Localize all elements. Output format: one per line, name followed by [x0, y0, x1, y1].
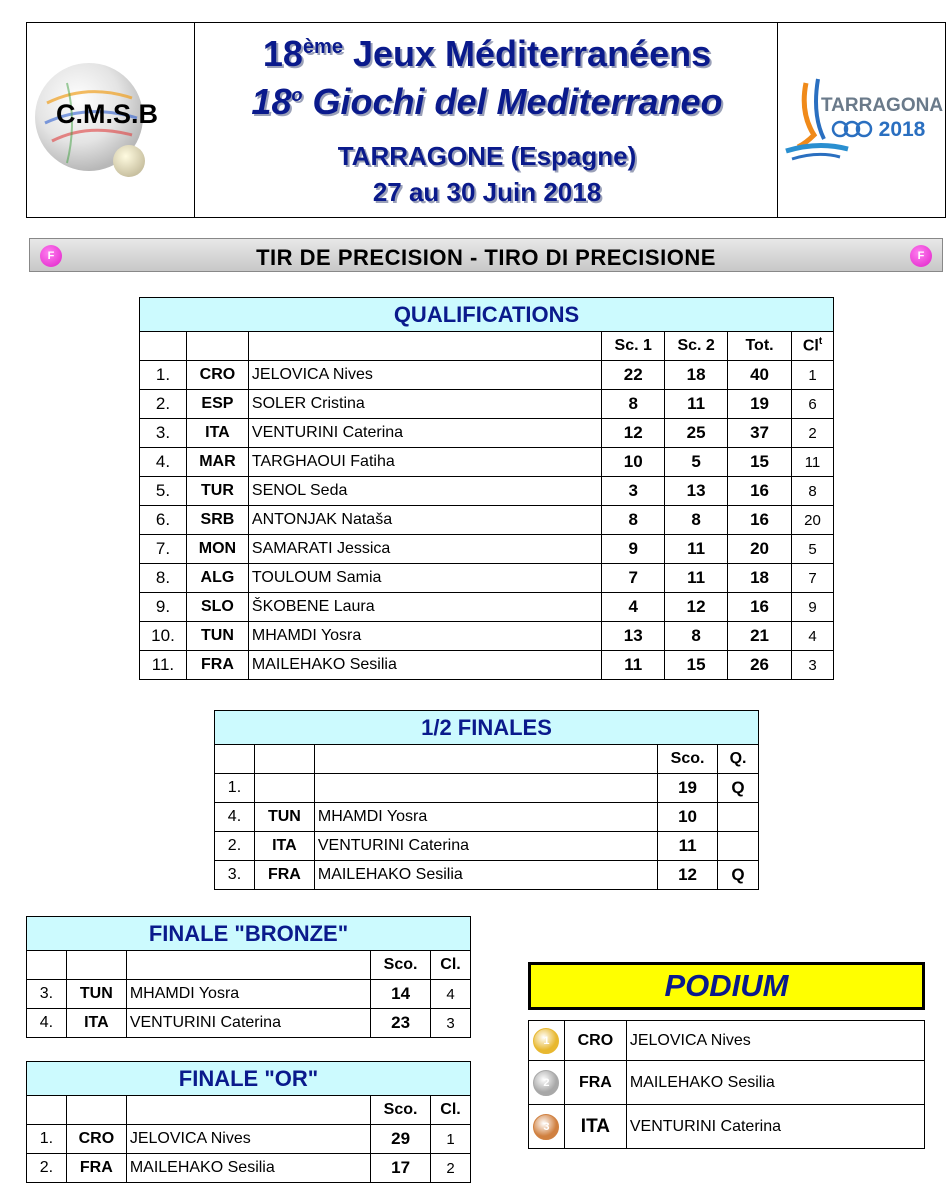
nation-cell: TUN: [66, 980, 126, 1009]
score1-cell: 8: [602, 506, 665, 535]
score1-cell: 7: [602, 564, 665, 593]
tarragona-logo: [777, 23, 945, 217]
rank-cell: 5.: [140, 477, 187, 506]
classification-cell: 7: [792, 564, 834, 593]
bronze-final-table: [26, 916, 471, 1038]
score2-cell: 5: [665, 448, 728, 477]
athlete-name-cell: VENTURINI Caterina: [248, 419, 601, 448]
table-row: [27, 1009, 471, 1038]
table-row: [215, 803, 759, 832]
nation-cell: ITA: [186, 419, 248, 448]
athlete-name-cell: MHAMDI Yosra: [248, 622, 601, 651]
table-row: [140, 390, 834, 419]
table-row: [140, 564, 834, 593]
table-row: [140, 361, 834, 390]
medal-icon: 1: [533, 1028, 559, 1054]
col-header-score: Sco.: [371, 1096, 431, 1125]
athlete-name-cell: SENOL Seda: [248, 477, 601, 506]
athlete-name-cell: TARGHAOUI Fatiha: [248, 448, 601, 477]
score-cell: 19: [658, 774, 718, 803]
nation-cell: MAR: [186, 448, 248, 477]
rank-cell: 2.: [27, 1154, 67, 1183]
nation-cell: ITA: [564, 1105, 626, 1149]
athlete-name-cell: SAMARATI Jessica: [248, 535, 601, 564]
female-badge-icon: F: [40, 245, 62, 267]
table-row: [140, 477, 834, 506]
tarragona-text: TARRAGONA: [820, 95, 944, 116]
table-row: [215, 774, 759, 803]
athlete-name-cell: MAILEHAKO Sesilia: [626, 1061, 924, 1105]
nation-cell: SRB: [186, 506, 248, 535]
rank-cell: 3.: [140, 419, 187, 448]
globe-logo-icon: [27, 23, 193, 217]
rank-cell: 4.: [140, 448, 187, 477]
medal-cell: [529, 1061, 565, 1105]
athlete-name-cell: MHAMDI Yosra: [126, 980, 370, 1009]
score-cell: 12: [658, 861, 718, 890]
event-title: TIR DE PRECISION - TIRO DI PRECISIONE: [256, 245, 716, 270]
nation-cell: FRA: [564, 1061, 626, 1105]
total-cell: 37: [728, 419, 792, 448]
score2-cell: 12: [665, 593, 728, 622]
score-cell: 17: [371, 1154, 431, 1183]
medal-icon: 3: [533, 1114, 559, 1140]
gold-final-title: FINALE "OR": [27, 1062, 471, 1096]
score2-cell: 13: [665, 477, 728, 506]
total-cell: 19: [728, 390, 792, 419]
athlete-name-cell: VENTURINI Caterina: [626, 1105, 924, 1149]
location: TARRAGONE (Espagne): [337, 141, 637, 171]
gold-final-table: [26, 1061, 471, 1183]
semifinals-table: [214, 710, 759, 890]
col-header-cl: Cl$^t$: [792, 332, 834, 361]
total-cell: 40: [728, 361, 792, 390]
rank-cell: 10.: [140, 622, 187, 651]
qualifications-title: QUALIFICATIONS: [140, 298, 834, 332]
athlete-name-cell: MAILEHAKO Sesilia: [126, 1154, 370, 1183]
nation-cell: FRA: [254, 861, 314, 890]
total-cell: 18: [728, 564, 792, 593]
table-row: [140, 593, 834, 622]
nation-cell: CRO: [66, 1125, 126, 1154]
classification-cell: 4: [431, 980, 471, 1009]
athlete-name-cell: VENTURINI Caterina: [126, 1009, 370, 1038]
col-header-score: Sco.: [658, 745, 718, 774]
score2-cell: 11: [665, 390, 728, 419]
athlete-name-cell: [314, 774, 657, 803]
total-cell: 15: [728, 448, 792, 477]
athlete-name-cell: MHAMDI Yosra: [314, 803, 657, 832]
athlete-name-cell: JELOVICA Nives: [626, 1021, 924, 1061]
score2-cell: 11: [665, 564, 728, 593]
rank-cell: 4.: [27, 1009, 67, 1038]
score-cell: 11: [658, 832, 718, 861]
rank-cell: 1.: [27, 1125, 67, 1154]
classification-cell: 1: [792, 361, 834, 390]
dates: 27 au 30 Juin 2018: [372, 177, 602, 207]
score1-cell: 4: [602, 593, 665, 622]
nation-cell: ITA: [66, 1009, 126, 1038]
athlete-name-cell: VENTURINI Caterina: [314, 832, 657, 861]
score-cell: 29: [371, 1125, 431, 1154]
classification-cell: 2: [792, 419, 834, 448]
podium-row: [529, 1061, 925, 1105]
classification-cell: 9: [792, 593, 834, 622]
col-header-qualified: Q.: [718, 745, 759, 774]
score-cell: 10: [658, 803, 718, 832]
table-row: [140, 535, 834, 564]
table-row: [140, 448, 834, 477]
table-row: [215, 832, 759, 861]
table-row: [27, 1125, 471, 1154]
qualifications-table: [139, 297, 834, 680]
athlete-name-cell: MAILEHAKO Sesilia: [248, 651, 601, 680]
table-row: [140, 651, 834, 680]
table-row: [27, 980, 471, 1009]
total-cell: 26: [728, 651, 792, 680]
rank-cell: 2.: [140, 390, 187, 419]
col-header-sc2: Sc. 2: [665, 332, 728, 361]
classification-cell: 3: [792, 651, 834, 680]
classification-cell: 3: [431, 1009, 471, 1038]
total-cell: 16: [728, 477, 792, 506]
table-row: [140, 506, 834, 535]
nation-cell: FRA: [66, 1154, 126, 1183]
qualified-cell: Q: [718, 861, 759, 890]
col-header-sc1: Sc. 1: [602, 332, 665, 361]
semifinals-title: 1/2 FINALES: [215, 711, 759, 745]
score1-cell: 12: [602, 419, 665, 448]
score2-cell: 8: [665, 622, 728, 651]
athlete-name-cell: JELOVICA Nives: [126, 1125, 370, 1154]
event-bar: [29, 238, 943, 272]
rank-cell: 7.: [140, 535, 187, 564]
podium: [528, 962, 925, 1139]
col-header-score: Sco.: [371, 951, 431, 980]
rank-cell: 4.: [215, 803, 255, 832]
qualified-cell: [718, 832, 759, 861]
medal-cell: [529, 1021, 565, 1061]
nation-cell: CRO: [564, 1021, 626, 1061]
nation-cell: TUN: [254, 803, 314, 832]
nation-cell: TUR: [186, 477, 248, 506]
classification-cell: 1: [431, 1125, 471, 1154]
nation-cell: ESP: [186, 390, 248, 419]
cmsb-logo-text: C.M.S.B: [55, 99, 159, 129]
rank-cell: 11.: [140, 651, 187, 680]
score1-cell: 9: [602, 535, 665, 564]
score1-cell: 11: [602, 651, 665, 680]
score1-cell: 8: [602, 390, 665, 419]
score2-cell: 18: [665, 361, 728, 390]
classification-cell: 4: [792, 622, 834, 651]
rank-cell: 2.: [215, 832, 255, 861]
athlete-name-cell: JELOVICA Nives: [248, 361, 601, 390]
athlete-name-cell: SOLER Cristina: [248, 390, 601, 419]
nation-cell: SLO: [186, 593, 248, 622]
athlete-name-cell: TOULOUM Samia: [248, 564, 601, 593]
classification-cell: 2: [431, 1154, 471, 1183]
classification-cell: 8: [792, 477, 834, 506]
rank-cell: 1.: [140, 361, 187, 390]
tarragona-2018-logo-icon: [778, 23, 944, 217]
rank-cell: 9.: [140, 593, 187, 622]
rank-cell: 6.: [140, 506, 187, 535]
score1-cell: 3: [602, 477, 665, 506]
header-box: [26, 22, 946, 218]
nation-cell: TUN: [186, 622, 248, 651]
qualified-cell: Q: [718, 774, 759, 803]
podium-row: [529, 1105, 925, 1149]
nation-cell: CRO: [186, 361, 248, 390]
classification-cell: 11: [792, 448, 834, 477]
cmsb-logo: [27, 23, 195, 217]
podium-row: [529, 1021, 925, 1061]
nation-cell: ALG: [186, 564, 248, 593]
qualified-cell: [718, 803, 759, 832]
table-row: [140, 419, 834, 448]
table-row: [27, 1154, 471, 1183]
nation-cell: ITA: [254, 832, 314, 861]
bronze-final-title: FINALE "BRONZE": [27, 917, 471, 951]
year-2018-text: 2018: [878, 118, 926, 141]
total-cell: 21: [728, 622, 792, 651]
title-french: 18ème Jeux Méditerranéens: [262, 33, 712, 74]
classification-cell: 20: [792, 506, 834, 535]
score1-cell: 13: [602, 622, 665, 651]
classification-cell: 6: [792, 390, 834, 419]
title-italian: 18$^o$ Giochi del Mediterraneo: [251, 81, 723, 122]
classification-cell: 5: [792, 535, 834, 564]
podium-table: [528, 1020, 925, 1149]
score2-cell: 25: [665, 419, 728, 448]
score-cell: 23: [371, 1009, 431, 1038]
score2-cell: 15: [665, 651, 728, 680]
rank-cell: 8.: [140, 564, 187, 593]
score1-cell: 10: [602, 448, 665, 477]
score-cell: 14: [371, 980, 431, 1009]
rank-cell: 3.: [27, 980, 67, 1009]
score2-cell: 11: [665, 535, 728, 564]
athlete-name-cell: ŠKOBENE Laura: [248, 593, 601, 622]
medal-icon: 2: [533, 1070, 559, 1096]
nation-cell: MON: [186, 535, 248, 564]
nation-cell: [254, 774, 314, 803]
podium-title: PODIUM: [528, 962, 925, 1010]
athlete-name-cell: MAILEHAKO Sesilia: [314, 861, 657, 890]
table-row: [215, 861, 759, 890]
col-header-rank: Cl.: [431, 951, 471, 980]
total-cell: 16: [728, 506, 792, 535]
athlete-name-cell: ANTONJAK Nataša: [248, 506, 601, 535]
rank-cell: 3.: [215, 861, 255, 890]
table-row: [140, 622, 834, 651]
total-cell: 20: [728, 535, 792, 564]
nation-cell: FRA: [186, 651, 248, 680]
col-header-total: Tot.: [728, 332, 792, 361]
score2-cell: 8: [665, 506, 728, 535]
col-header-rank: Cl.: [431, 1096, 471, 1125]
medal-cell: [529, 1105, 565, 1149]
rank-cell: 1.: [215, 774, 255, 803]
female-badge-icon: F: [910, 245, 932, 267]
total-cell: 16: [728, 593, 792, 622]
score1-cell: 22: [602, 361, 665, 390]
